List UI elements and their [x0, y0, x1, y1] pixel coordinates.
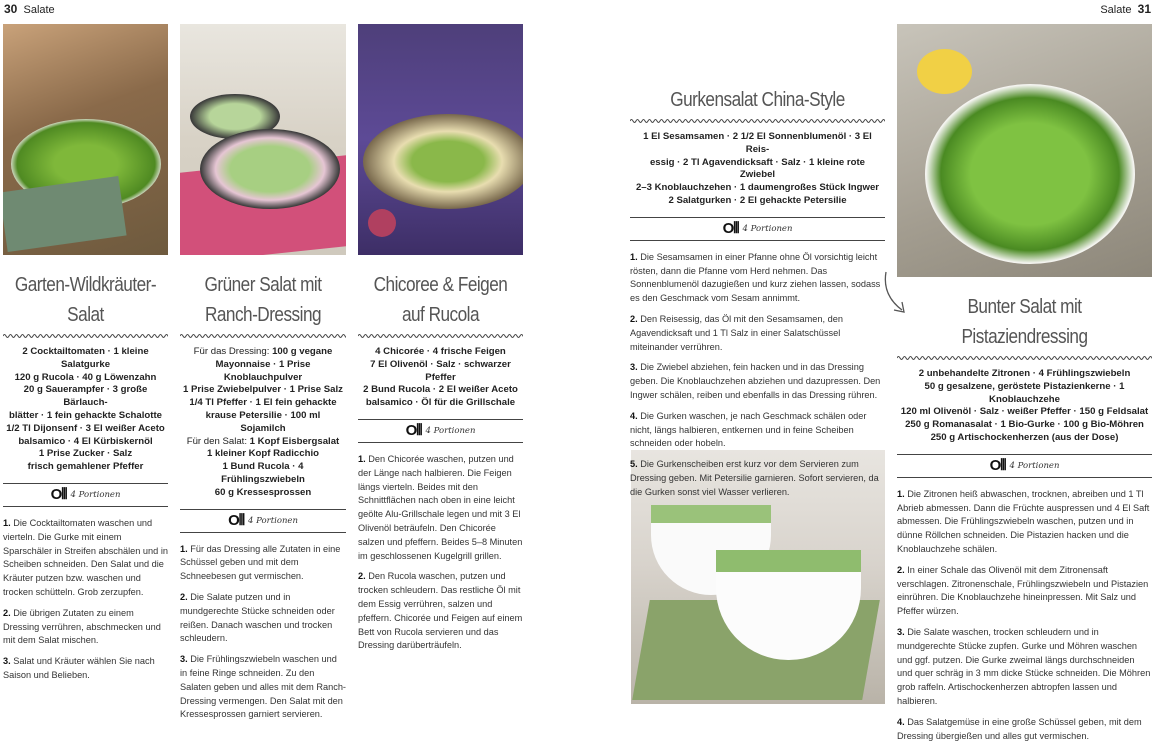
- ingredient-text: krause Petersilie · 100 ml Sojamilch: [205, 409, 321, 434]
- ingredient-line: [360, 384, 521, 397]
- ingredient-text: Für das Dressing:: [193, 346, 273, 357]
- photo-bunter-salat: [897, 24, 1152, 277]
- servings-label: 4 Portionen: [70, 489, 121, 500]
- instruction-step: [358, 453, 523, 563]
- recipe-title-line: Garten-Wildkräuter-Salat: [14, 274, 157, 326]
- instruction-step: [3, 607, 168, 648]
- ingredient-line: [182, 461, 344, 487]
- step-number: 3.: [180, 654, 188, 665]
- ingredient-list: [897, 368, 1152, 445]
- recipe-title-line: auf Rucola: [401, 304, 480, 326]
- ingredient-line: [360, 397, 521, 410]
- ingredient-text: 7 El Olivenöl · Salz · schwarzer Pfeffer: [370, 358, 511, 383]
- step-text: Die Salate putzen und in mundgerechte Stücke schneiden oder reißen. Danach waschen und trocken schleudern.: [180, 591, 335, 644]
- instruction-step: [630, 410, 885, 451]
- recipe-gurken: [630, 85, 885, 507]
- ingredient-line: [5, 384, 166, 410]
- photo-garten-salat: [3, 24, 168, 255]
- ingredient-text: 1 kleiner Kopf Radicchio: [207, 448, 319, 460]
- ingredient-line: [182, 384, 344, 397]
- step-text: Die Zitronen heiß abwaschen, trocknen, abreiben und 1 Tl Abrieb abmessen. Dann die Früchte auspressen und 4 El Saft abmessen. Die Frühlingszwiebeln waschen, putzen und in dünne Röllchen schneiden. Die Pistazien hacken und die Knoblauchzehe schälen.: [897, 488, 1150, 554]
- step-number: 1.: [358, 453, 366, 464]
- ingredient-text: 60 g Kressesprossen: [214, 486, 312, 498]
- recipe-ranch: [180, 270, 346, 729]
- plate-cutlery-icon: O⫴: [228, 512, 245, 530]
- ingredient-line: [360, 346, 521, 359]
- instruction-step: [897, 716, 1152, 744]
- ingredient-line: [182, 436, 344, 449]
- step-text: Die übrigen Zutaten zu einem Dressing verrühren, abschmecken und mit dem Salat mischen.: [3, 607, 161, 646]
- ingredient-line: [5, 423, 166, 436]
- step-number: 1.: [3, 517, 11, 528]
- instruction-step: [358, 570, 523, 653]
- photo-chicoree-salat: [358, 24, 523, 255]
- photo-ranch-salat: [180, 24, 346, 255]
- plate-cutlery-icon: O⫴: [722, 220, 739, 238]
- step-text: Den Reisessig, das Öl mit den Sesamsamen, den Agavendicksaft und 1 Tl Salz in einer Salatschüssel miteinander verrühren.: [630, 313, 843, 352]
- ingredient-text: 2 Salatgurken · 2 El gehackte Petersilie: [668, 194, 847, 206]
- recipe-title-line: Ranch-Dressing: [204, 304, 322, 326]
- ingredient-line: [182, 359, 344, 385]
- wavy-divider: [180, 332, 346, 340]
- servings-bar: [897, 454, 1152, 478]
- instruction-step: [897, 626, 1152, 709]
- step-number: 1.: [180, 543, 188, 554]
- step-number: 3.: [897, 626, 905, 637]
- step-text: Die Sesamsamen in einer Pfanne ohne Öl vorsichtig leicht rösten, dann die Pfanne vom Herd nehmen. Das Sonnenblumenöl dazugießen und kurz ziehen lassen, sodass es den Geschmack vom Sesam annimmt.: [630, 251, 881, 304]
- ingredient-line: [899, 406, 1150, 419]
- page-number: 30: [4, 2, 18, 16]
- recipe-title: [15, 270, 157, 330]
- step-number: 3.: [630, 362, 638, 373]
- step-text: Salat und Kräuter wählen Sie nach Saison und Belieben.: [3, 656, 155, 680]
- step-text: Die Zwiebel abziehen, fein hacken und in das Dressing geben. Die Knoblauchzehen abziehen und dazupressen. Den Ingwer schälen, reiben und ebenfalls in das Dressing rühren.: [630, 362, 881, 400]
- step-number: 1.: [630, 251, 638, 262]
- recipe-bunter: [897, 292, 1152, 750]
- ingredient-text: 1 Prise Zucker · Salz: [38, 448, 133, 460]
- ingredient-text: 120 g Rucola · 40 g Löwenzahn: [14, 371, 157, 383]
- ingredient-text: 250 g Romanasalat · 1 Bio-Gurke · 100 g Bio-Möhren: [905, 419, 1144, 431]
- recipe-title: [370, 270, 512, 330]
- ingredient-list: [630, 131, 885, 208]
- instruction-steps: [630, 251, 885, 500]
- ingredient-line: [182, 346, 344, 359]
- ingredient-text: Mayonnaise · 1 Prise Knoblauchpulver: [215, 358, 311, 383]
- servings-bar: [180, 509, 346, 533]
- ingredient-text: 100 g vegane: [272, 346, 333, 357]
- recipe-title: [915, 292, 1134, 352]
- ingredient-line: [182, 397, 344, 410]
- servings-bar: [630, 217, 885, 241]
- step-text: Die Gurken waschen, je nach Geschmack schälen oder nicht, längs halbieren, entkernen und in feine Scheiben schneiden oder hobeln.: [630, 410, 867, 449]
- ingredient-line: [182, 448, 344, 461]
- ingredient-text: 1/2 Tl Dijonsenf · 3 El weißer Aceto: [6, 422, 165, 434]
- plate-cutlery-icon: O⫴: [989, 457, 1006, 475]
- servings-bar: [358, 419, 523, 443]
- servings-label: 4 Portionen: [425, 425, 476, 436]
- recipe-title-line: Chicoree & Feigen: [373, 274, 508, 296]
- wavy-divider: [630, 117, 885, 125]
- page-number: 31: [1137, 2, 1151, 16]
- instruction-step: [897, 488, 1152, 557]
- step-text: Die Salate waschen, trocken schleudern und in mundgerechte Stücke zupfen. Gurke und Möhren waschen und ggf. putzen. Die Gurke zweimal längs durchschneiden und quer schräg in 3 mm dicke Stücke schneiden. Die Möhren grob raffeln. Artischockenherzen abtropfen lassen und halbieren.: [897, 626, 1151, 706]
- step-text: Die Cocktailtomaten waschen und vierteln. Die Gurke mit einem Sparschäler in Streifen abschälen und in Scheiben schneiden. Den Salat und die Kräuter putzen bzw. waschen und trocken schütteln. Grob zerzupfen.: [3, 517, 168, 597]
- step-text: In einer Schale das Olivenöl mit dem Zitronensaft verschlagen. Zitronenschale, Frühlingszwiebeln und Pistazien einrühren. Die Knoblauchzehe hineinpressen. Mit Salz und Pfeffer würzen.: [897, 564, 1149, 617]
- step-text: Den Rucola waschen, putzen und trocken schleudern. Das restliche Öl mit dem Essig verrühren, salzen und pfeffern. Chicorée und Feigen auf einem Bett von Rucola servieren und das Dressing darüberträufeln.: [358, 571, 523, 651]
- ingredient-list: [180, 346, 346, 500]
- ingredient-list: [358, 346, 523, 410]
- ingredient-line: [5, 448, 166, 461]
- step-text: Die Frühlingszwiebeln waschen und in feine Ringe schneiden. Zu den Salaten geben und alles mit dem Ranch-Dressing vermengen. Den Salat mit den Kressesprossen garniert servieren.: [180, 654, 346, 720]
- step-number: 2.: [897, 564, 905, 575]
- instruction-step: [180, 653, 346, 722]
- ingredient-line: [632, 182, 883, 195]
- ingredient-line: [182, 487, 344, 500]
- step-number: 4.: [897, 716, 905, 727]
- ingredient-text: Für den Salat:: [186, 435, 250, 447]
- recipe-chicoree: [358, 270, 523, 660]
- recipe-title: [192, 270, 335, 330]
- ingredient-line: [899, 381, 1150, 407]
- ingredient-line: [182, 410, 344, 436]
- right-page-header: [1100, 2, 1151, 16]
- recipe-garten: [3, 270, 168, 690]
- step-text: Für das Dressing alle Zutaten in eine Schüssel geben und mit dem Schneebesen gut vermischen.: [180, 543, 341, 582]
- ingredient-line: [5, 436, 166, 449]
- servings-bar: [3, 483, 168, 507]
- ingredient-line: [5, 372, 166, 385]
- ingredient-text: 1 Bund Rucola · 4 Frühlingszwiebeln: [221, 461, 305, 485]
- ingredient-text: 1/4 Tl Pfeffer · 1 El fein gehackte: [189, 397, 337, 409]
- step-number: 2.: [630, 313, 638, 324]
- ingredient-text: frisch gemahlener Pfeffer: [27, 461, 144, 473]
- ingredient-line: [899, 368, 1150, 381]
- instruction-step: [180, 591, 346, 646]
- left-page-header: [4, 2, 55, 16]
- ingredient-text: 1 El Sesamsamen · 2 1/2 El Sonnenblumenöl · 3 El Reis-: [643, 131, 872, 155]
- instruction-steps: [358, 453, 523, 653]
- ingredient-text: balsamico · Öl für die Grillschale: [365, 397, 516, 409]
- servings-label: 4 Portionen: [742, 223, 793, 234]
- ingredient-line: [632, 195, 883, 208]
- wavy-divider: [358, 332, 523, 340]
- ingredient-text: essig · 2 Tl Agavendicksaft · Salz · 1 kleine rote Zwiebel: [649, 156, 866, 181]
- ingredient-text: blätter · 1 fein gehackte Schalotte: [8, 409, 162, 421]
- ingredient-list: [3, 346, 168, 474]
- step-number: 4.: [630, 410, 638, 421]
- servings-label: 4 Portionen: [1009, 460, 1060, 471]
- step-number: 2.: [180, 591, 188, 602]
- step-text: Die Gurkenscheiben erst kurz vor dem Servieren zum Dressing geben. Mit Petersilie garnieren. Sofort servieren, da die Gurken sonst viel Wasser verlieren.: [630, 459, 879, 497]
- plate-cutlery-icon: O⫴: [50, 486, 67, 504]
- ingredient-line: [899, 432, 1150, 445]
- instruction-step: [630, 458, 885, 499]
- ingredient-text: 20 g Sauerampfer · 3 große Bärlauch-: [23, 384, 148, 409]
- wavy-divider: [897, 354, 1152, 362]
- ingredient-text: 250 g Artischockenherzen (aus der Dose): [930, 431, 1119, 443]
- ingredient-line: [5, 410, 166, 423]
- ingredient-line: [632, 157, 883, 183]
- ingredient-line: [360, 359, 521, 385]
- step-text: Den Chicorée waschen, putzen und der Länge nach halbieren. Die Feigen längs vierteln. Beides mit den Schnittflächen nach oben in eine leicht geölte Alu-Grillschale legen und mit 3 El Olivenöl beträufeln. Den Chicorée salzen und pfeffern. Beides 5–8 Minuten im geschlossenen Kugelgrill grillen.: [358, 453, 523, 561]
- ingredient-line: [899, 419, 1150, 432]
- wavy-divider: [3, 332, 168, 340]
- plate-cutlery-icon: O⫴: [405, 422, 422, 440]
- instruction-step: [3, 655, 168, 683]
- step-number: 5.: [630, 459, 638, 470]
- ingredient-text: 2 Cocktailtomaten · 1 kleine Salatgurke: [22, 346, 149, 370]
- instruction-step: [630, 361, 885, 402]
- recipe-title-line: Bunter Salat mit Pistaziendressing: [961, 296, 1088, 348]
- ingredient-line: [5, 461, 166, 474]
- ingredient-text: 120 ml Olivenöl · Salz · weißer Pfeffer · 150 g Feldsalat: [900, 406, 1149, 418]
- ingredient-text: 2 Bund Rucola · 2 El weißer Aceto: [363, 384, 518, 396]
- instruction-steps: [3, 517, 168, 683]
- ingredient-text: balsamico · 4 El Kürbiskernöl: [18, 435, 153, 447]
- ingredient-text: 4 Chicorée · 4 frische Feigen: [375, 346, 506, 357]
- instruction-steps: [180, 543, 346, 723]
- ingredient-text: 2 unbehandelte Zitronen · 4 Frühlingszwiebeln: [918, 368, 1131, 379]
- instruction-step: [630, 251, 885, 306]
- instruction-steps: [897, 488, 1152, 744]
- section-name: Salate: [23, 4, 55, 16]
- step-number: 3.: [3, 656, 11, 667]
- section-name: Salate: [1100, 4, 1132, 16]
- ingredient-text: 1 Kopf Eisbergsalat: [249, 435, 340, 447]
- recipe-title: [648, 85, 867, 115]
- ingredient-text: 2–3 Knoblauchzehen · 1 daumengroßes Stück Ingwer: [635, 182, 880, 194]
- ingredient-text: 50 g gesalzene, geröstete Pistazienkerne · 1 Knoblauchzehe: [924, 380, 1125, 405]
- servings-label: 4 Portionen: [248, 515, 298, 526]
- step-number: 1.: [897, 488, 905, 499]
- step-number: 2.: [3, 607, 11, 618]
- instruction-step: [897, 564, 1152, 619]
- instruction-step: [630, 313, 885, 354]
- step-number: 2.: [358, 571, 366, 582]
- instruction-step: [180, 543, 346, 584]
- ingredient-text: 1 Prise Zwiebelpulver · 1 Prise Salz: [183, 384, 343, 396]
- instruction-step: [3, 517, 168, 600]
- recipe-title-line: Grüner Salat mit: [204, 274, 322, 296]
- ingredient-line: [632, 131, 883, 157]
- ingredient-line: [5, 346, 166, 372]
- step-text: Das Salatgemüse in eine große Schüssel geben, mit dem Dressing übergießen und alles gut vermischen.: [897, 716, 1142, 741]
- recipe-title-line: Gurkensalat China-Style: [670, 89, 845, 111]
